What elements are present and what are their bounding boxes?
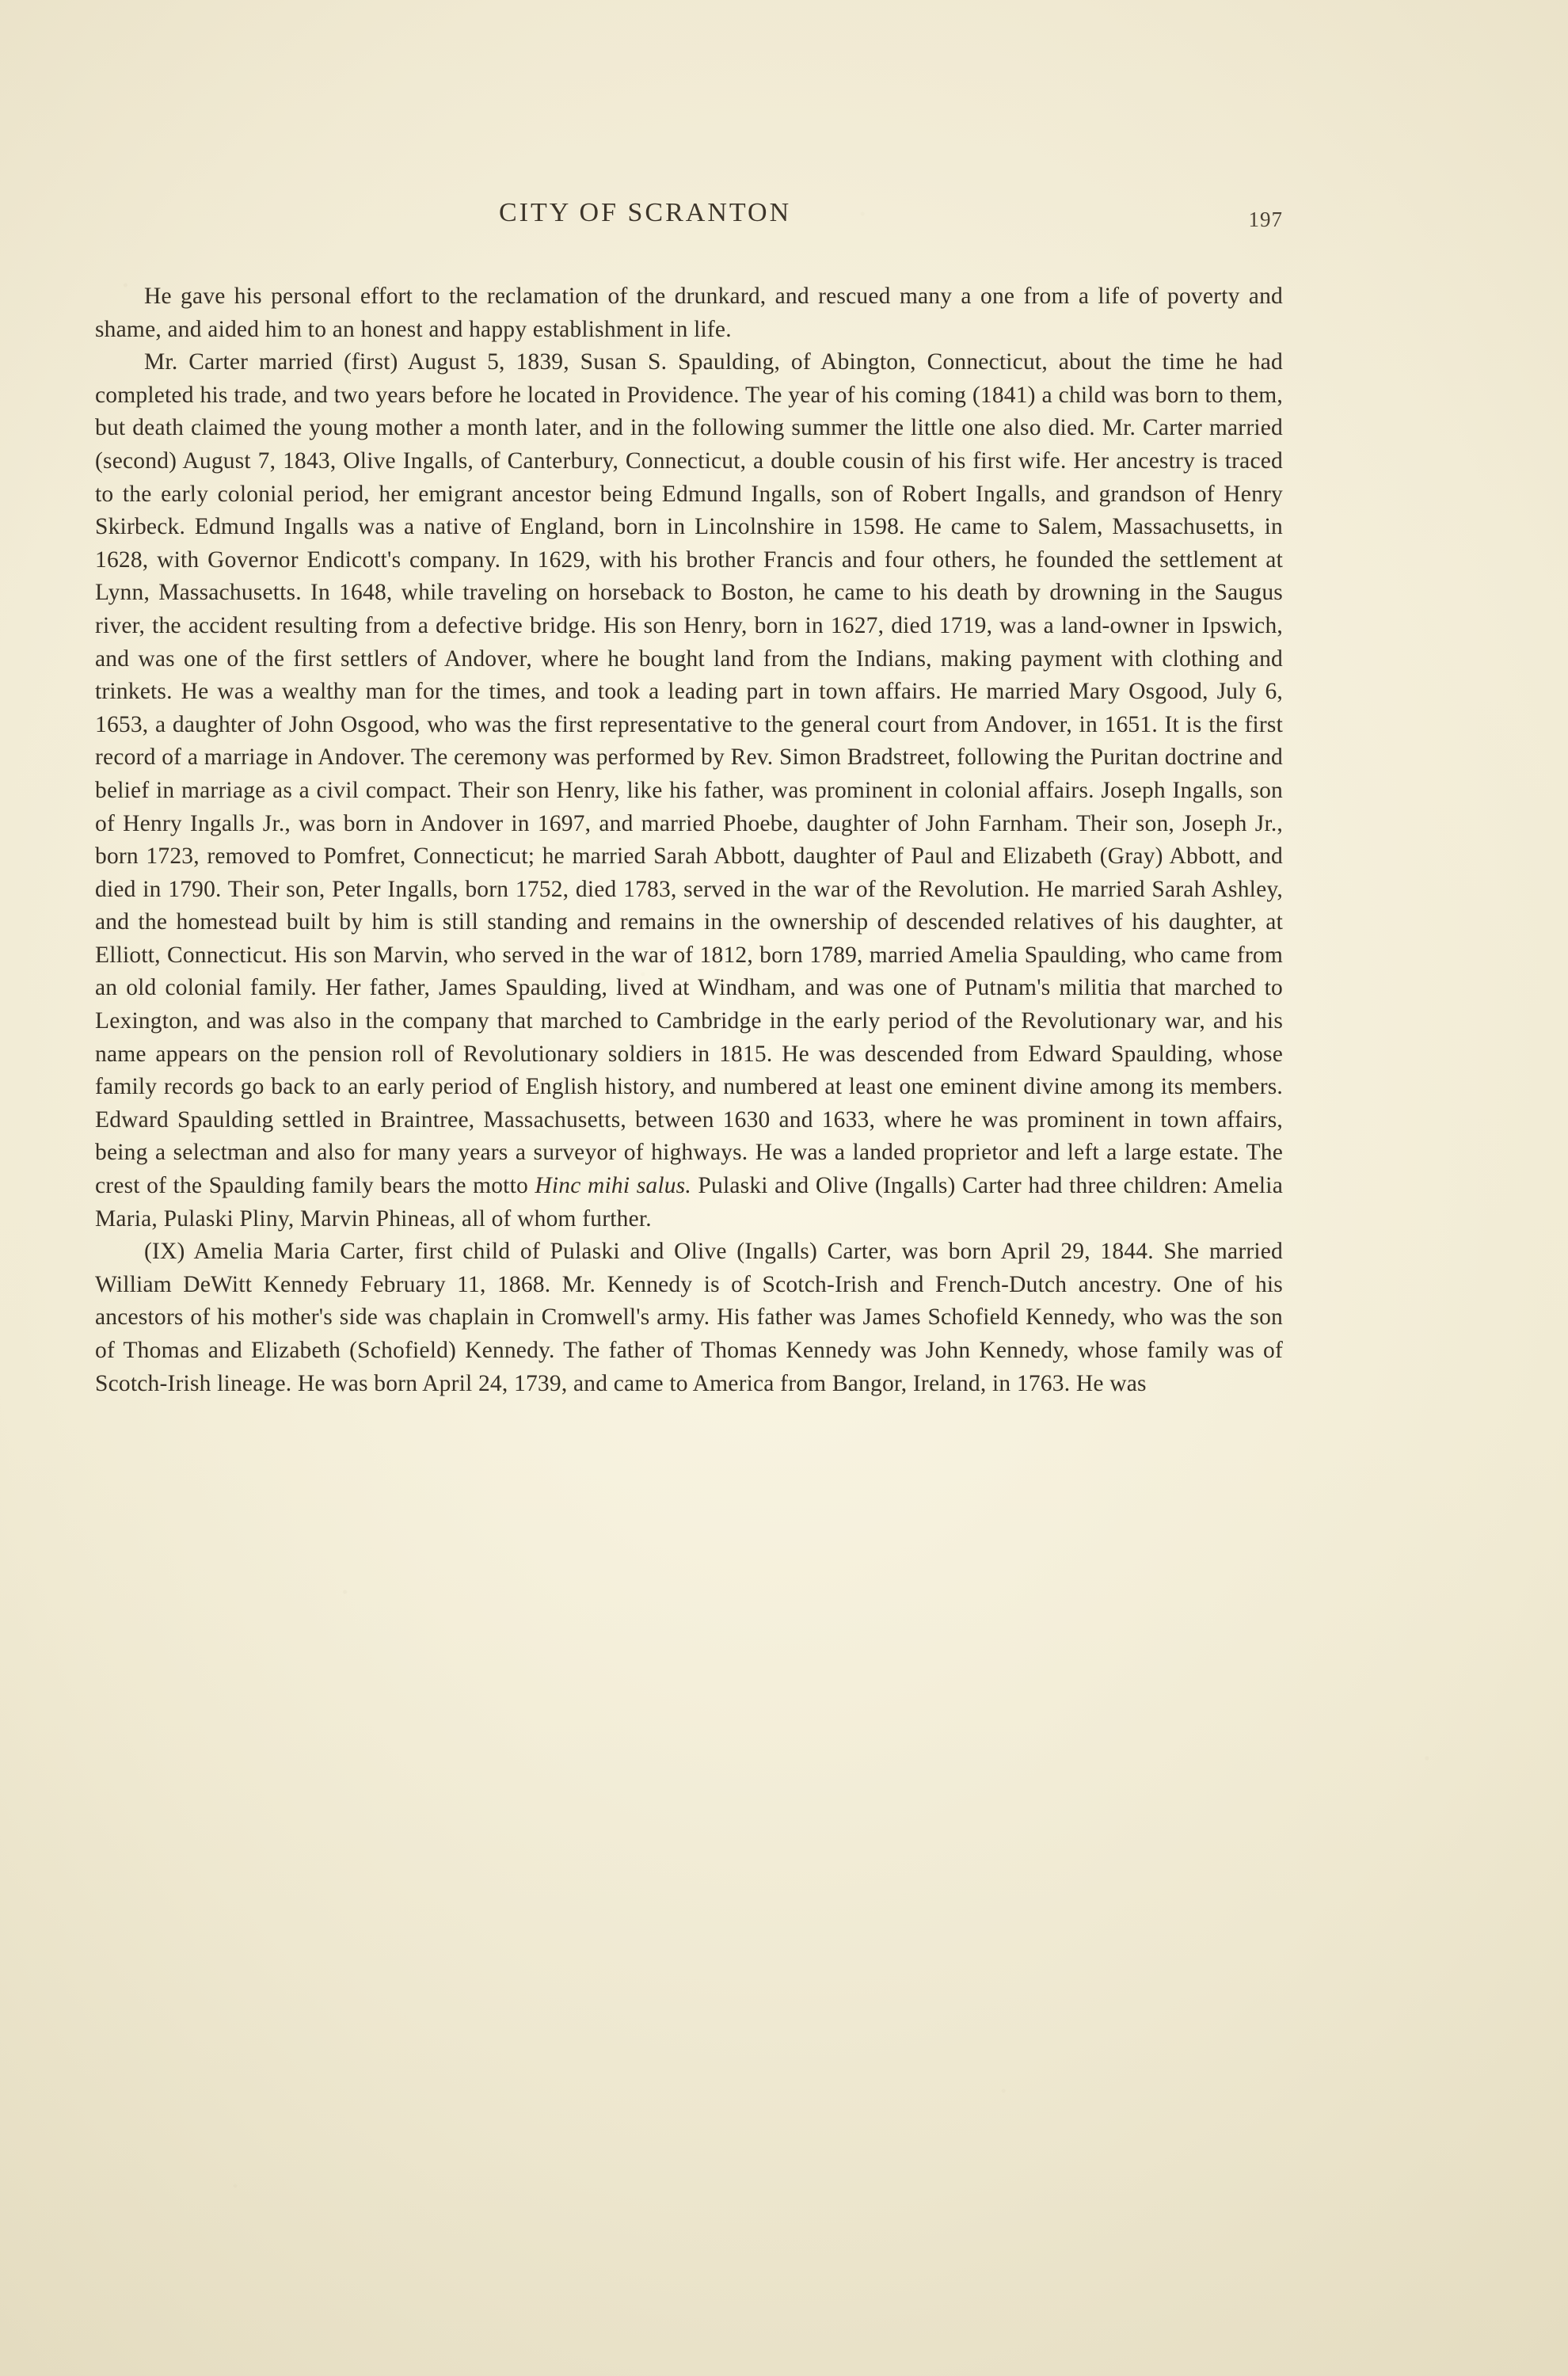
- paragraph-2-part-1: Mr. Carter married (first) August 5, 1839, Susan S. Spaulding, of Abington, Connecticut, about the time he had completed his trade, and two years before he located in Providence. The year of his coming (1841) a child was born to them, but death claimed the young mother a month later, and in the following summer the little one also died. Mr. Carter married (second) August 7, 1843, Olive Ingalls, of Canterbury, Connecticut, a double cousin of his first wife. Her ancestry is traced to the early colonial period, her emigrant ancestor being Edmund Ingalls, son of Robert Ingalls, and grandson of Henry Skirbeck. Edmund Ingalls was a native of England, born in Lincolnshire in 1598. He came to Salem, Massachusetts, in 1628, with Governor Endicott's company. In 1629, with his brother Francis and four others, he founded the settlement at Lynn, Massachusetts. In 1648, while traveling on horseback to Boston, he came to his death by drowning in the Saugus river, the accident resulting from a defective bridge. His son Henry, born in 1627, died 1719, was a land-owner in Ipswich, and was one of the first settlers of Andover, where he bought land from the Indians, making payment with clothing and trinkets. He was a wealthy man for the times, and took a leading part in town affairs. He married Mary Osgood, July 6, 1653, a daughter of John Osgood, who was the first representative to the general court from Andover, in 1651. It is the first record of a marriage in Andover. The ceremony was performed by Rev. Simon Bradstreet, following the Puritan doctrine and belief in marriage as a civil compact. Their son Henry, like his father, was prominent in colonial affairs. Joseph Ingalls, son of Henry Ingalls Jr., was born in Andover in 1697, and married Phoebe, daughter of John Farnham. Their son, Joseph Jr., born 1723, removed to Pomfret, Connecticut; he married Sarah Abbott, daughter of Paul and Elizabeth (Gray) Abbott, and died in 1790. Their son, Peter Ingalls, born 1752, died 1783, served in the war of the Revolution. He married Sarah Ashley, and the homestead built by him is still standing and remains in the ownership of descended relatives of his daughter, at Elliott, Connecticut. His son Marvin, who served in the war of 1812, born 1789, married Amelia Spaulding, who came from an old colonial family. Her father, James Spaulding, lived at Windham, and was one of Putnam's militia that marched to Lexington, and was also in the company that marched to Cambridge in the early period of the Revolutionary war, and his name appears on the pension roll of Revolutionary soldiers in 1815. He was descended from Edward Spaulding, whose family records go back to an early period of English history, and numbered at least one eminent divine among its members. Edward Spaulding settled in Braintree, Massachusetts, between 1630 and 1633, where he was prominent in town affairs, being a selectman and also for many years a surveyor of highways. He was a landed proprietor and left a large estate. The crest of the Spaulding family bears the motto: [95, 349, 1283, 1199]
- paragraph-2-part-2: Pulaski and Olive (Ingalls) Carter had three children: Amelia Maria, Pulaski Pliny, Marvin Phineas, all of whom further.: [95, 1173, 1283, 1232]
- paragraph-2: [95, 346, 1283, 1236]
- page-number: 197: [1248, 208, 1283, 231]
- family-motto: Hinc mihi salus.: [535, 1173, 691, 1199]
- paragraph-3: (IX) Amelia Maria Carter, first child of Pulaski and Olive (Ingalls) Carter, was born April 29, 1844. She married William DeWitt Kennedy February 11, 1868. Mr. Kennedy is of Scotch-Irish and French-Dutch ancestry. One of his ancestors of his mother's side was chaplain in Cromwell's army. His father was James Schofield Kennedy, who was the son of Thomas and Elizabeth (Schofield) Kennedy. The father of Thomas Kennedy was John Kennedy, whose family was of Scotch-Irish lineage. He was born April 24, 1739, and came to America from Bangor, Ireland, in 1763. He was: [95, 1239, 1283, 1396]
- body-text: [95, 280, 1283, 1400]
- running-head: [95, 198, 1283, 239]
- page-title: CITY OF SCRANTON: [499, 198, 792, 227]
- page-content: [95, 198, 1283, 1400]
- paragraph-1: He gave his personal effort to the reclamation of the drunkard, and rescued many a one from a life of poverty and shame, and aided him to an honest and happy establishment in life.: [95, 284, 1283, 342]
